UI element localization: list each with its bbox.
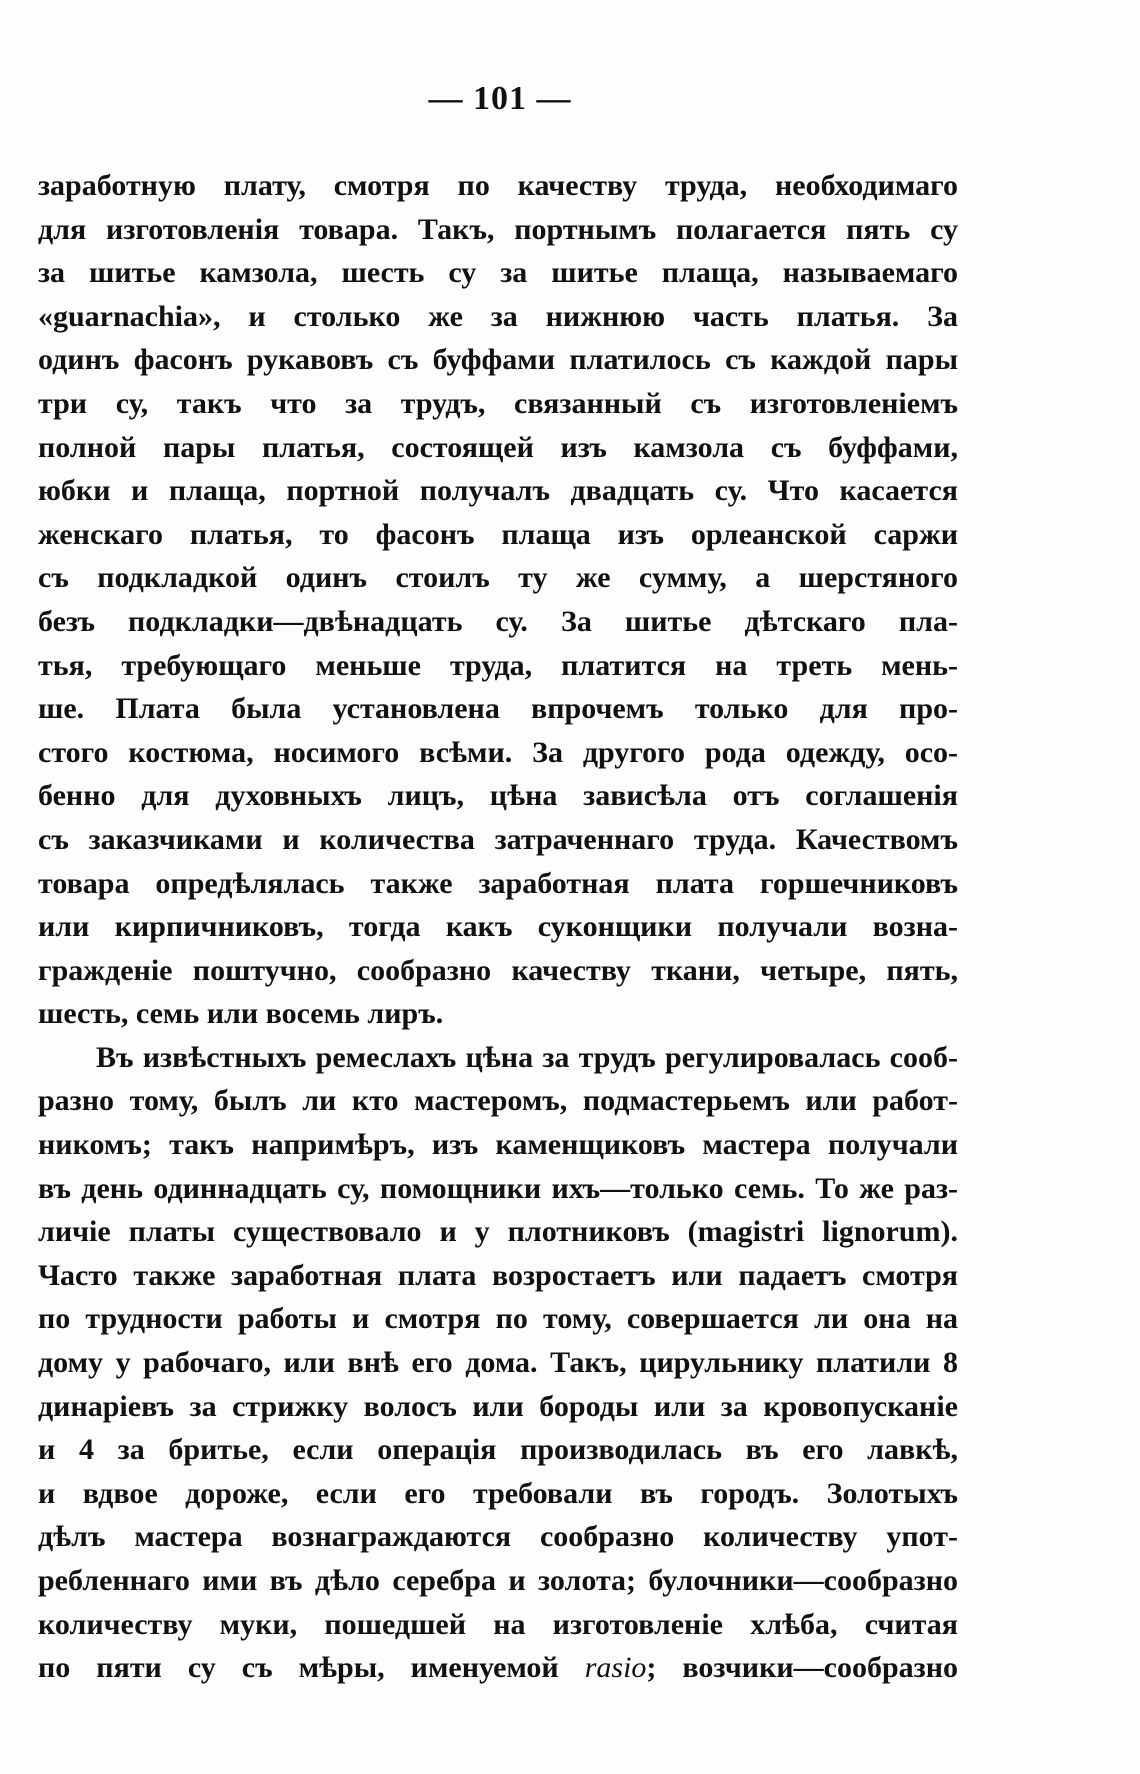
text-line: Часто также заработная плата возростаетъ или падаетъ смотря — [38, 1258, 958, 1292]
text-line: за шитье камзола, шесть су за шитье плаща, называемаго — [38, 256, 958, 290]
text-line: въ день одиннадцать су, помощники ихъ—только семь. То же раз- — [38, 1171, 958, 1205]
text-line: одинъ фасонъ рукавовъ съ буффами платилось съ каждой пары — [38, 343, 958, 377]
text-line: никомъ; такъ напримѣръ, изъ каменщиковъ мастера получали — [38, 1128, 958, 1162]
text-line: женскаго платья, то фасонъ плаща изъ орлеанской саржи — [38, 517, 958, 551]
text-line: шесть, семь или восемь лиръ. — [38, 997, 444, 1031]
page-number: — 101 — — [428, 80, 572, 117]
text-line: тья, требующаго меньше труда, платится на треть мень- — [38, 648, 958, 682]
text-line: дѣлъ мастера вознаграждаются сообразно количеству упот- — [38, 1520, 958, 1554]
text-line: дому у рабочаго, или внѣ его дома. Такъ, цирульнику платили 8 — [38, 1346, 958, 1380]
text-line: разно тому, былъ ли кто мастеромъ, подмастерьемъ или работ- — [38, 1084, 958, 1118]
text-run: ; возчики—сообразно — [646, 1651, 958, 1685]
text-line: или кирпичниковъ, тогда какъ суконщики получали возна- — [38, 910, 958, 944]
text-line: Въ извѣстныхъ ремеслахъ цѣна за трудъ регулировалась сооб- — [96, 1040, 958, 1074]
text-run: по пяти су съ мѣры, именуемой — [38, 1651, 585, 1685]
text-line: и вдвое дороже, если его требовали въ городъ. Золотыхъ — [38, 1476, 958, 1510]
text-line: стого костюма, носимого всѣми. За другого рода одежду, осо- — [38, 735, 958, 769]
text-line: личіе платы существовало и у плотниковъ (magistri lignorum). — [38, 1215, 958, 1249]
text-line: бенно для духовныхъ лицъ, цѣна зависѣла отъ соглашенія — [38, 779, 958, 813]
text-line: юбки и плаща, портной получалъ двадцать су. Что касается — [38, 474, 958, 508]
text-line: полной пары платья, состоящей изъ камзола съ буффами, — [38, 430, 958, 464]
text-line: гражденіе поштучно, сообразно качеству ткани, четыре, пять, — [38, 953, 958, 987]
text-line: количеству муки, пошедшей на изготовленіе хлѣба, считая — [38, 1607, 958, 1641]
text-line: три су, такъ что за трудъ, связанный съ изготовленіемъ — [38, 386, 958, 420]
text-line: динаріевъ за стрижку волосъ или бороды или за кровопусканіе — [38, 1389, 958, 1423]
text-line: ше. Плата была установлена впрочемъ только для про- — [38, 692, 958, 726]
text-line: ребленнаго ими въ дѣло серебра и золота; булочники—сообразно — [38, 1564, 958, 1597]
text-line: съ заказчиками и количества затраченнаго труда. Качествомъ — [38, 822, 958, 856]
italic-term: rasio — [584, 1651, 647, 1685]
paragraph-2 — [38, 1036, 958, 1690]
paragraph-1 — [38, 164, 958, 1036]
text-line: товара опредѣлялась также заработная плата горшечниковъ — [38, 866, 958, 900]
text-line: «guarnachia», и столько же за нижнюю часть платья. За — [38, 299, 958, 333]
text-line-with-italic — [38, 1646, 958, 1690]
text-line: съ подкладкой одинъ стоилъ ту же сумму, а шерстяного — [38, 561, 958, 595]
text-line: для изготовленія товара. Такъ, портнымъ полагается пять су — [38, 212, 958, 246]
text-line: заработную плату, смотря по качеству труда, необходимаго — [38, 169, 958, 202]
text-line: и 4 за бритье, если операція производилась въ его лавкѣ, — [38, 1433, 958, 1467]
text-line: безъ подкладки—двѣнадцать су. За шитье дѣтскаго пла- — [38, 604, 958, 638]
text-line: по трудности работы и смотря по тому, совершается ли она на — [38, 1302, 958, 1336]
body-text — [38, 164, 958, 1690]
